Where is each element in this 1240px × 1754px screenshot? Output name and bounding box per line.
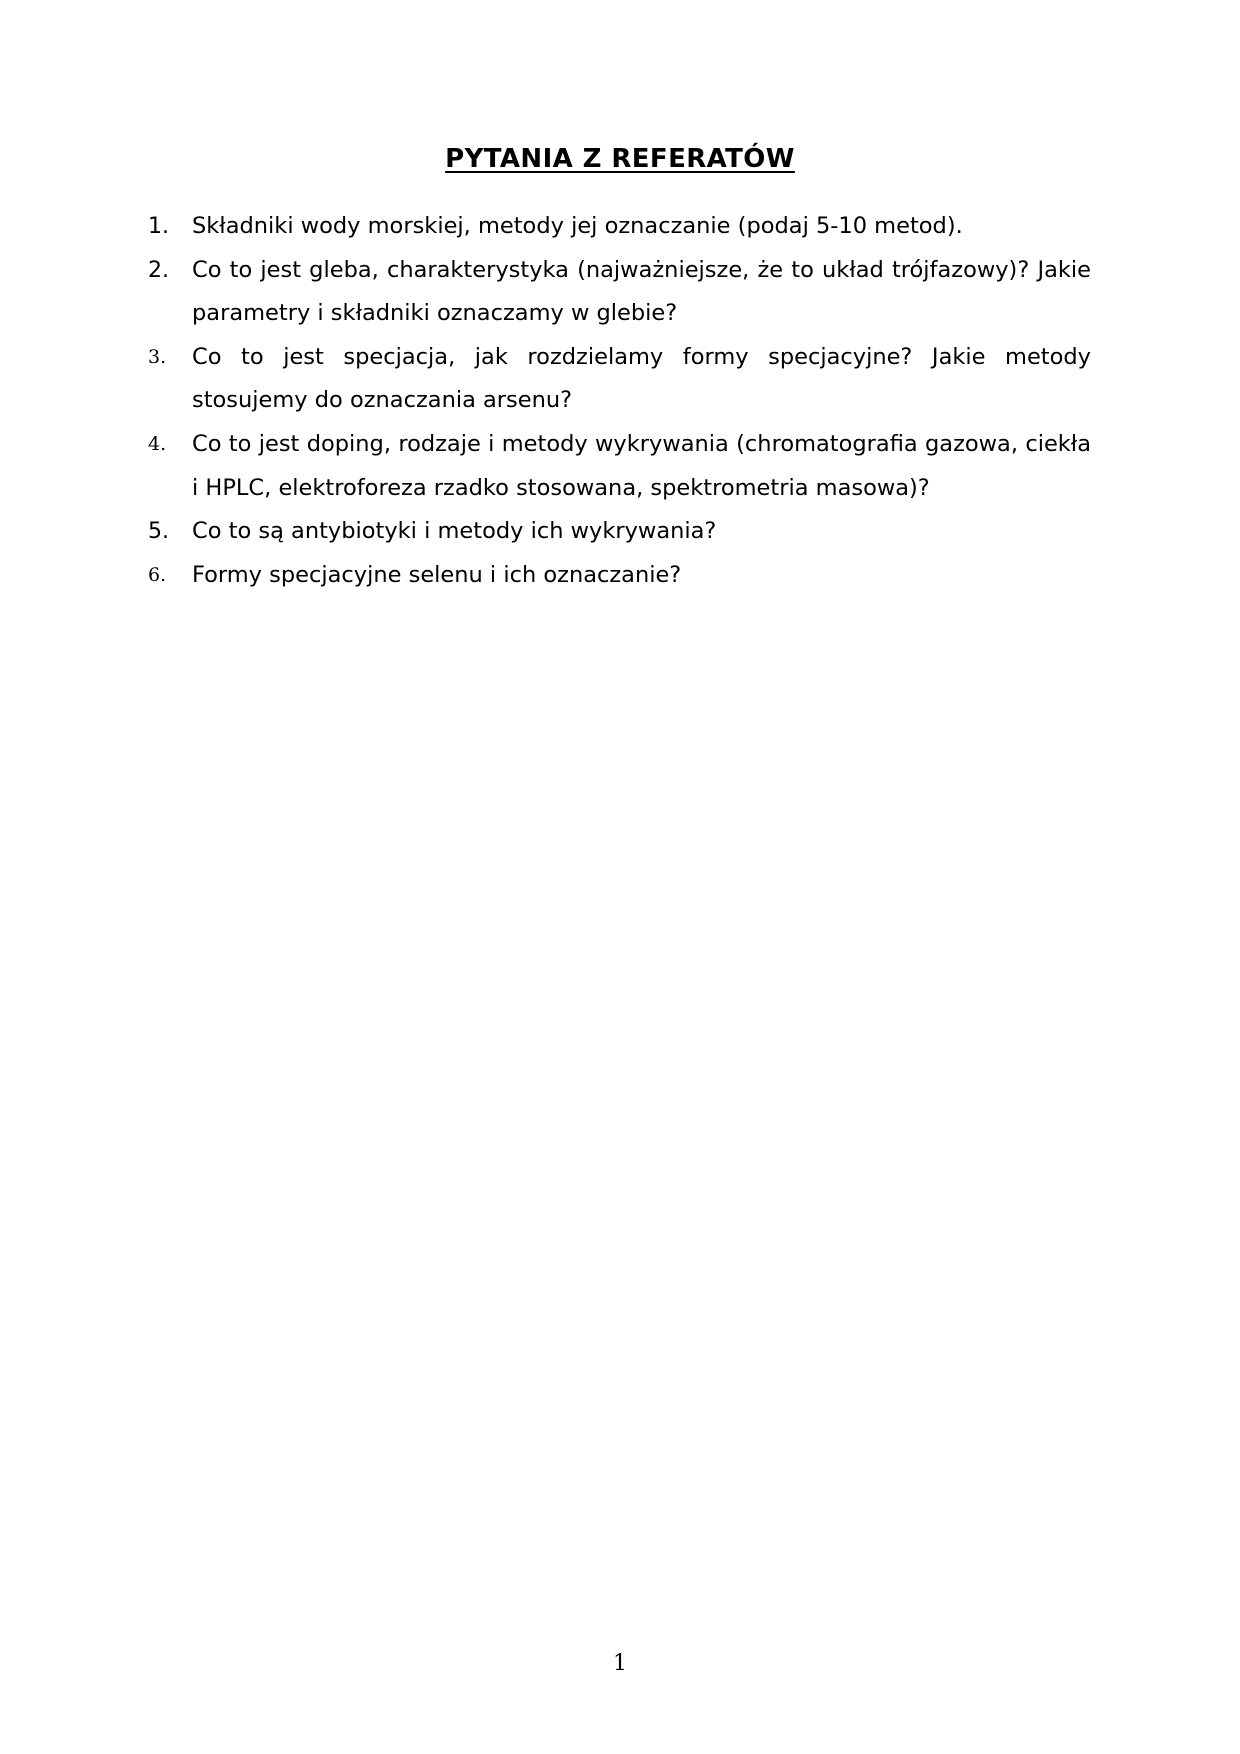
item-number: 4.: [148, 432, 167, 455]
item-text: Co to jest doping, rodzaje i metody wykrywania (chromatografia gazowa, ciekła i HPLC, elektroforeza rzadko stosowana, spektrometria masowa)?: [192, 430, 1091, 501]
item-number: 6.: [148, 563, 167, 586]
list-item: [148, 205, 1091, 249]
page-title: [0, 144, 1240, 174]
item-number: 2.: [148, 257, 169, 283]
item-text: Formy specjacyjne selenu i ich oznaczanie?: [192, 561, 682, 588]
title-text: PYTANIA Z REFERATÓW: [445, 144, 795, 174]
item-number: 5.: [148, 519, 169, 545]
list-item: [148, 423, 1091, 510]
item-text: Składniki wody morskiej, metody jej oznaczanie (podaj 5-10 metod).: [192, 213, 963, 239]
questions-list: [148, 205, 1091, 597]
page-number: 1: [613, 1651, 627, 1676]
list-item: [148, 249, 1091, 336]
item-text: Co to są antybiotyki i metody ich wykrywania?: [192, 518, 717, 545]
list-item: [148, 510, 1091, 554]
item-text: Co to jest specjacja, jak rozdzielamy formy specjacyjne? Jakie metody stosujemy do oznaczania arsenu?: [192, 343, 1091, 414]
item-number: 1.: [148, 214, 169, 239]
list-item: [148, 554, 1091, 598]
item-text: Co to jest gleba, charakterystyka (najważniejsze, że to układ trójfazowy)? Jakie parametry i składniki oznaczamy w glebie?: [192, 256, 1091, 327]
list-item: [148, 336, 1091, 423]
item-number: 3.: [148, 345, 167, 368]
